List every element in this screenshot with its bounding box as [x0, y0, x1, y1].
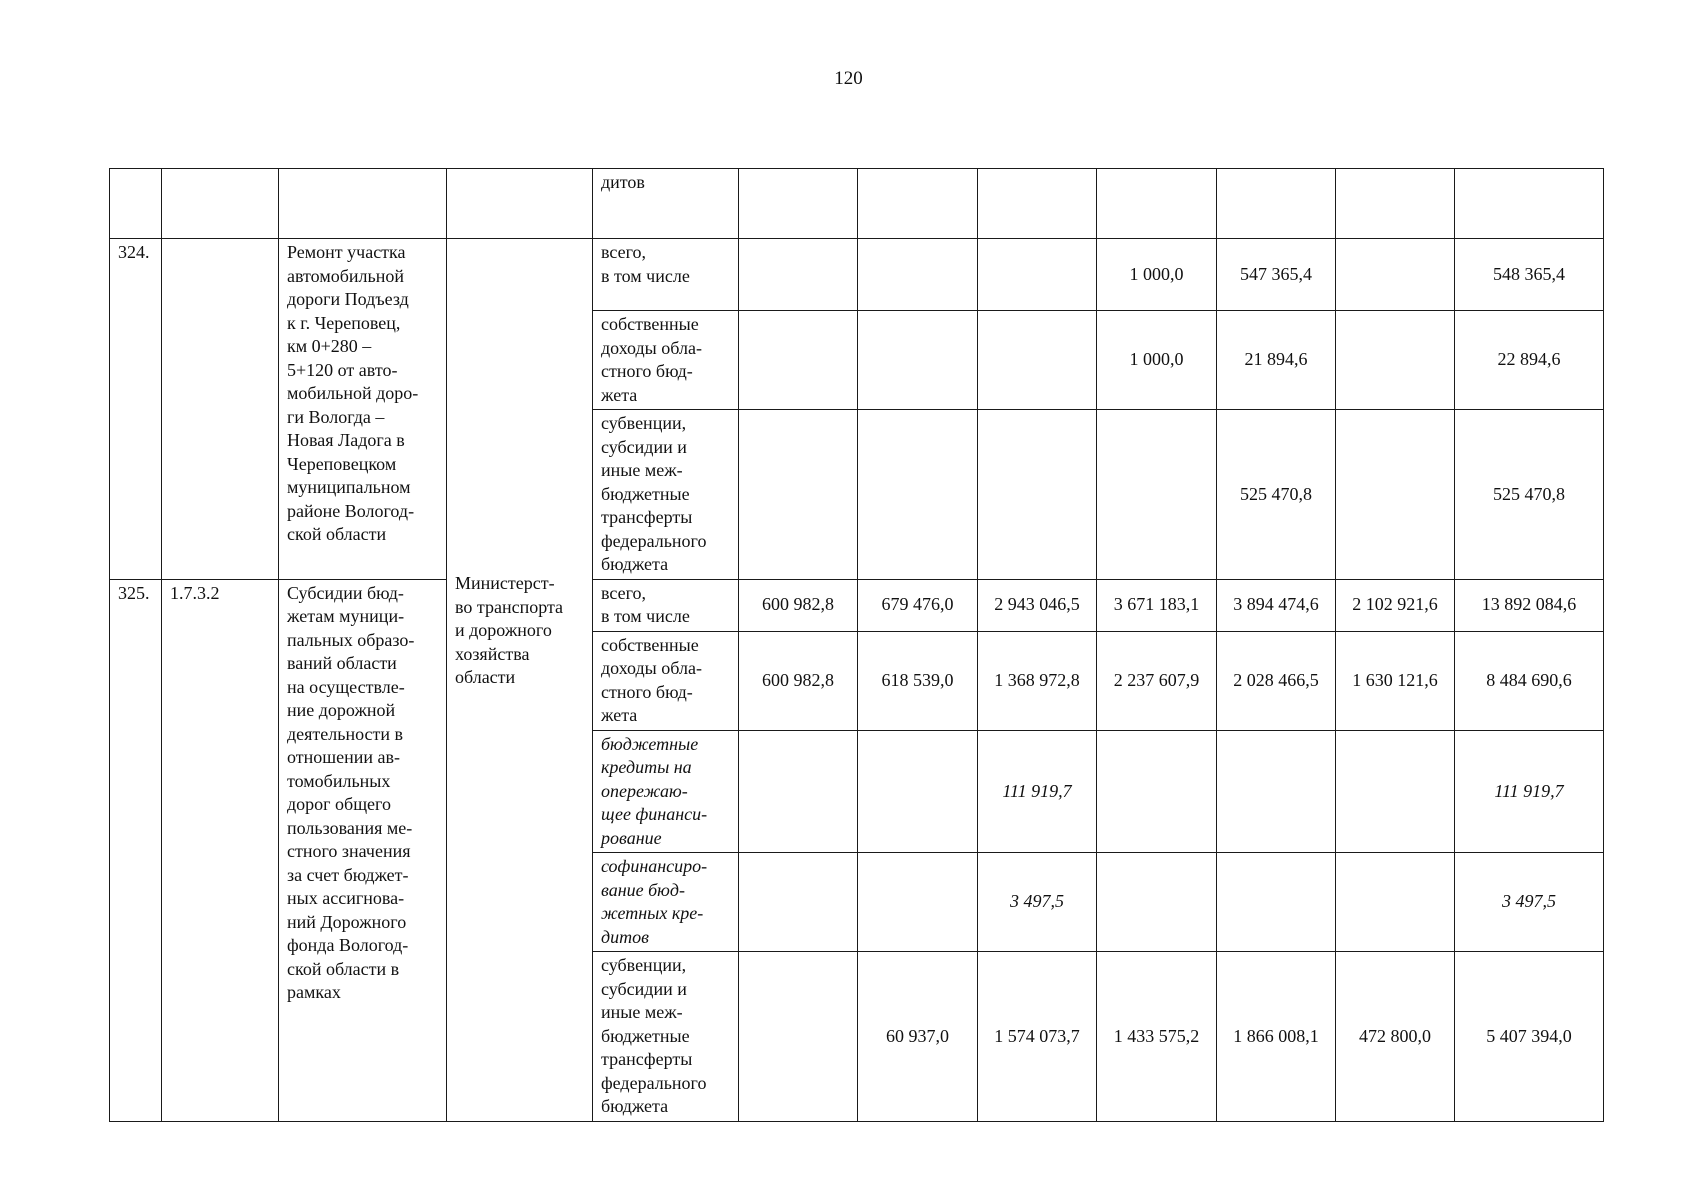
cell-value: 3 497,5 — [1455, 853, 1604, 952]
cell-value — [978, 239, 1097, 311]
cell-value — [739, 311, 858, 410]
cell-value — [1336, 410, 1455, 580]
cell-value: 8 484 690,6 — [1455, 631, 1604, 730]
cell-value: 472 800,0 — [1336, 952, 1455, 1122]
cell-value — [1455, 169, 1604, 239]
budget-table — [109, 168, 1604, 1122]
cell-value: 3 894 474,6 — [1217, 579, 1336, 631]
row-number: 325. — [110, 579, 162, 1121]
cell-source: субвенции, субсидии и иные меж- бюджетные трансферты федерального бюджета — [593, 410, 739, 580]
cell-value: 1 866 008,1 — [1217, 952, 1336, 1122]
cell-value: 5 407 394,0 — [1455, 952, 1604, 1122]
cell-value — [1336, 730, 1455, 853]
cell-value: 21 894,6 — [1217, 311, 1336, 410]
cell-value: 548 365,4 — [1455, 239, 1604, 311]
cell-value: 1 368 972,8 — [978, 631, 1097, 730]
cell-value: 1 433 575,2 — [1097, 952, 1217, 1122]
cell-value: 60 937,0 — [858, 952, 978, 1122]
cell-value — [1097, 853, 1217, 952]
cell-value — [739, 169, 858, 239]
row-code: 1.7.3.2 — [162, 579, 279, 1121]
cell-value — [858, 853, 978, 952]
cell-value: 2 237 607,9 — [1097, 631, 1217, 730]
cell-value: 525 470,8 — [1455, 410, 1604, 580]
cell-value: 3 671 183,1 — [1097, 579, 1217, 631]
table-row-continuation — [110, 169, 1604, 239]
cell-value — [858, 169, 978, 239]
cell-value — [1217, 169, 1336, 239]
cell-value: 1 630 121,6 — [1336, 631, 1455, 730]
cell-value: 1 000,0 — [1097, 311, 1217, 410]
cell-value — [1336, 239, 1455, 311]
cell-value — [978, 169, 1097, 239]
cell-value — [858, 239, 978, 311]
cell-value: 111 919,7 — [1455, 730, 1604, 853]
cell-value — [858, 410, 978, 580]
row-number: 324. — [110, 239, 162, 580]
cell-value: 2 102 921,6 — [1336, 579, 1455, 631]
row-name: Ремонт участка автомобильной дороги Подъезд к г. Череповец, км 0+280 – 5+120 от авто- мобильной доро- ги Вологда – Новая Ладога в Череповецком муниципальном районе Вологод- ской области — [279, 239, 447, 580]
cell-value: 600 982,8 — [739, 579, 858, 631]
table-row — [110, 239, 1604, 311]
cell-value: 1 574 073,7 — [978, 952, 1097, 1122]
cell-value — [1097, 169, 1217, 239]
cell-source: собственные доходы обла- стного бюд- жета — [593, 311, 739, 410]
cell-value — [739, 853, 858, 952]
cell-source: дитов — [593, 169, 739, 239]
cell-name — [279, 169, 447, 239]
cell-number — [110, 169, 162, 239]
table-row — [110, 579, 1604, 631]
cell-value — [1336, 853, 1455, 952]
cell-value — [978, 311, 1097, 410]
row-name: Субсидии бюд- жетам муници- пальных образо- ваний области на осуществле- ние дорожной деятельности в отношении ав- томобильных дорог общего пользования ме- стного значения за счет бюджет- ных ассигнова- ний Дорожного фонда Вологод- ской области в рамках — [279, 579, 447, 1121]
cell-value: 600 982,8 — [739, 631, 858, 730]
executor-spacer — [455, 241, 584, 572]
cell-value: 618 539,0 — [858, 631, 978, 730]
cell-value: 22 894,6 — [1455, 311, 1604, 410]
cell-code — [162, 169, 279, 239]
cell-value — [1217, 730, 1336, 853]
cell-executor — [447, 169, 593, 239]
cell-value — [858, 311, 978, 410]
cell-value — [1336, 311, 1455, 410]
cell-source: софинансиро- вание бюд- жетных кре- дитов — [593, 853, 739, 952]
cell-value: 13 892 084,6 — [1455, 579, 1604, 631]
cell-value — [1217, 853, 1336, 952]
row-executor-text: Министерст- во транспорта и дорожного хозяйства области — [455, 573, 564, 687]
cell-value — [1097, 730, 1217, 853]
cell-source: всего, в том числе — [593, 239, 739, 311]
cell-value — [858, 730, 978, 853]
page-number: 120 — [834, 68, 863, 89]
cell-source: собственные доходы обла- стного бюд- жета — [593, 631, 739, 730]
cell-value — [739, 730, 858, 853]
cell-value: 2 028 466,5 — [1217, 631, 1336, 730]
cell-value — [1097, 410, 1217, 580]
cell-value: 679 476,0 — [858, 579, 978, 631]
cell-value — [739, 952, 858, 1122]
cell-value: 547 365,4 — [1217, 239, 1336, 311]
cell-value: 525 470,8 — [1217, 410, 1336, 580]
cell-value — [739, 239, 858, 311]
cell-value: 3 497,5 — [978, 853, 1097, 952]
cell-source: бюджетные кредиты на опережаю- щее финанси- рование — [593, 730, 739, 853]
cell-value: 111 919,7 — [978, 730, 1097, 853]
cell-value — [1336, 169, 1455, 239]
cell-value — [978, 410, 1097, 580]
cell-source: всего, в том числе — [593, 579, 739, 631]
cell-source: субвенции, субсидии и иные меж- бюджетные трансферты федерального бюджета — [593, 952, 739, 1122]
cell-value: 1 000,0 — [1097, 239, 1217, 311]
row-code — [162, 239, 279, 580]
cell-value: 2 943 046,5 — [978, 579, 1097, 631]
row-executor — [447, 239, 593, 1122]
cell-value — [739, 410, 858, 580]
